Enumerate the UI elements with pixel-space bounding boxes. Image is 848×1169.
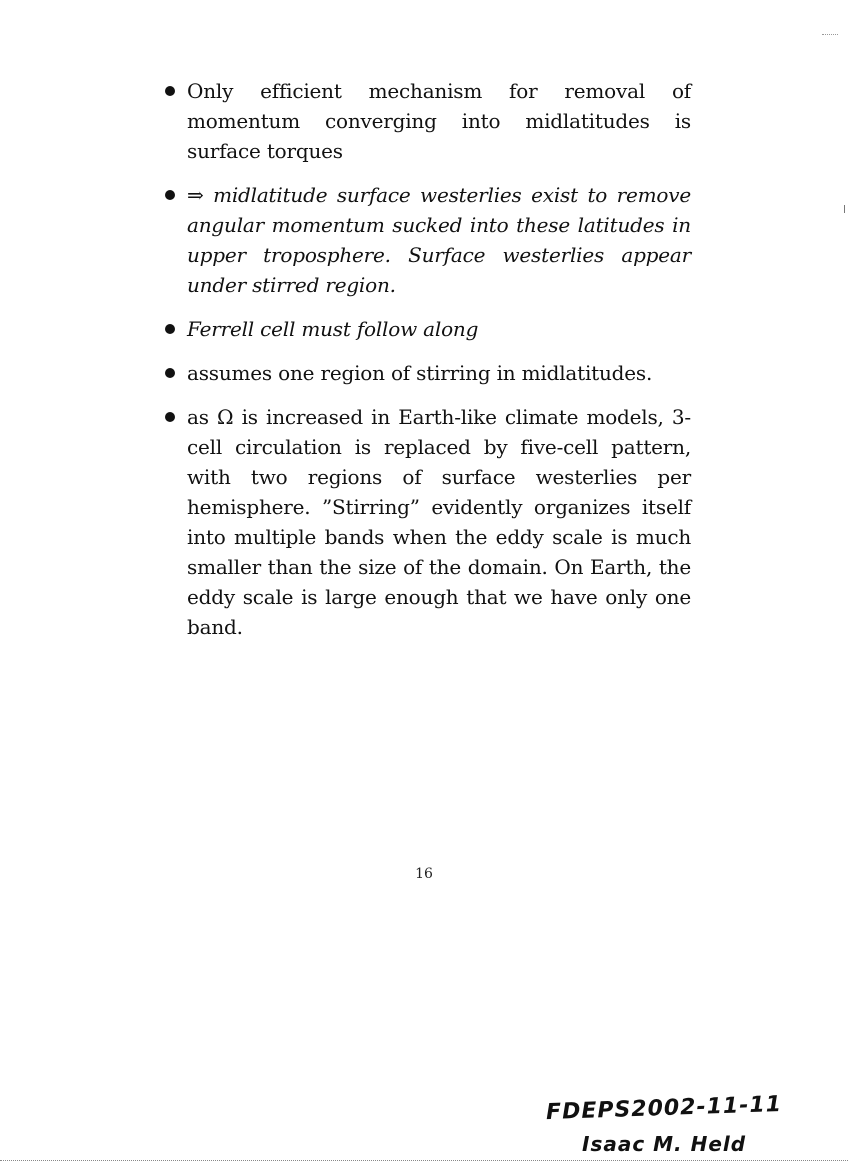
handwritten-note-line2: Isaac M. Held xyxy=(582,1132,747,1156)
bullet-text: assumes one region of stirring in midlatitudes. xyxy=(187,361,653,385)
bullet-text: Only efficient mechanism for removal of momentum converging into midlatitudes is surface torques xyxy=(187,79,691,163)
scan-side-mark xyxy=(844,205,845,213)
scan-corner-mark xyxy=(822,34,838,35)
bullet-list xyxy=(163,76,691,642)
bullet-item-3 xyxy=(163,314,691,344)
bullet-icon xyxy=(165,190,175,200)
handwritten-note-line1: FDEPS2002-11-11 xyxy=(545,1091,783,1126)
page-number: 16 xyxy=(415,866,433,882)
bullet-icon xyxy=(165,412,175,422)
bullet-icon xyxy=(165,86,175,96)
bullet-item-4 xyxy=(163,358,691,388)
bullet-item-1 xyxy=(163,76,691,166)
bullet-text: Ferrell cell must follow along xyxy=(187,317,479,341)
bullet-item-5 xyxy=(163,402,691,642)
bullet-item-2 xyxy=(163,180,691,300)
scan-bottom-edge xyxy=(0,1160,848,1161)
bullet-text: ⇒ midlatitude surface westerlies exist to remove angular momentum sucked into these latitudes in upper troposphere. Surface westerlies appear under stirred region. xyxy=(187,183,691,297)
bullet-icon xyxy=(165,368,175,378)
bullet-text: as Ω is increased in Earth-like climate models, 3-cell circulation is replaced by five-cell pattern, with two regions of surface westerlies per hemisphere. ”Stirring” evidently organizes itself into multiple bands when the eddy scale is much smaller than the size of the domain. On Earth, the eddy scale is large enough that we have only one band. xyxy=(187,405,691,639)
bullet-icon xyxy=(165,324,175,334)
document-body xyxy=(163,76,691,656)
